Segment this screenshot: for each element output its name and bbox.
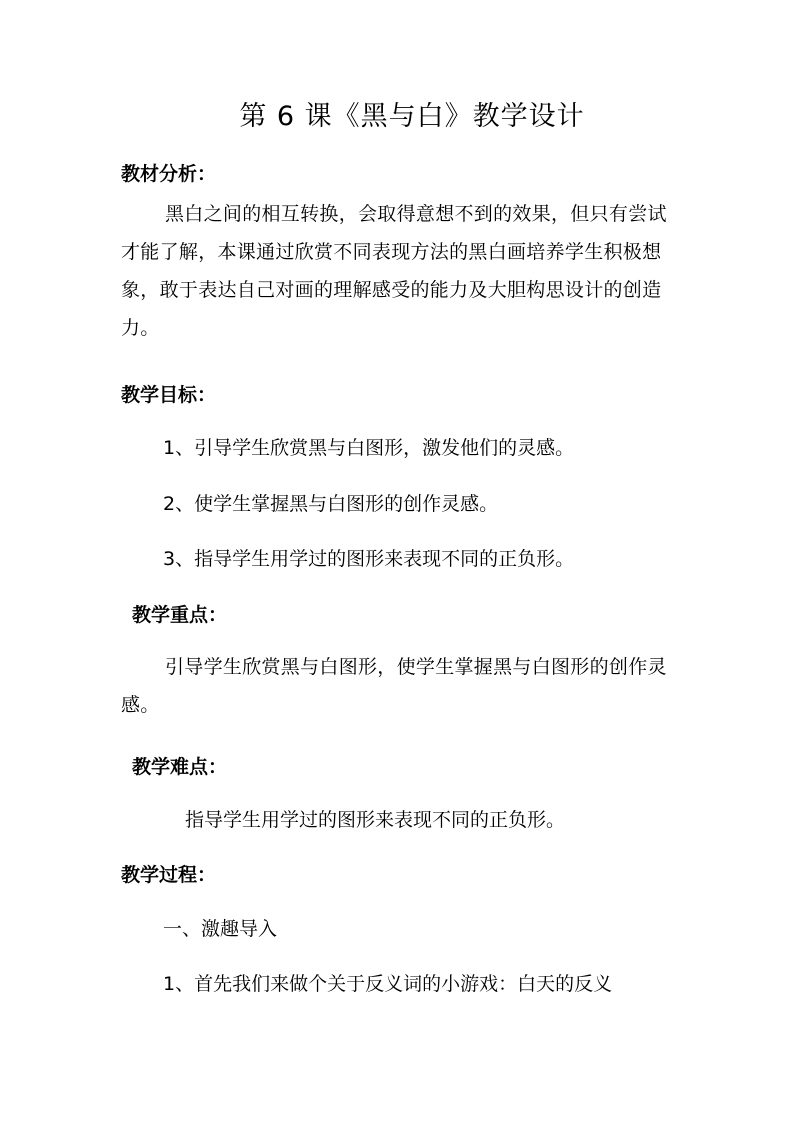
goal-item-2: 2、使学生掌握黑与白图形的创作灵感。 — [163, 493, 499, 515]
page-title: 第 6 课《黑与白》教学设计 — [239, 101, 585, 132]
difficulties-text: 指导学生用学过的图形来表现不同的正负形。 — [185, 809, 566, 831]
goal-item-3: 3、指导学生用学过的图形来表现不同的正负形。 — [163, 548, 575, 570]
process-step-1: 一、激趣导入 — [163, 918, 278, 940]
heading-process: 教学过程： — [121, 864, 217, 886]
heading-key-points: 教学重点： — [132, 604, 228, 626]
heading-analysis: 教材分析： — [121, 163, 217, 185]
process-item-1: 1、首先我们来做个关于反义词的小游戏：白天的反义 — [163, 973, 613, 995]
goal-item-1: 1、引导学生欣赏黑与白图形，激发他们的灵感。 — [163, 437, 575, 459]
key-points-paragraph: 引导学生欣赏黑与白图形，使学生掌握黑与白图形的创作灵感。 — [121, 656, 667, 716]
analysis-paragraph: 黑白之间的相互转换，会取得意想不到的效果，但只有尝试才能了解，本课通过欣赏不同表现方法的黑白画培养学生积极想象，敢于表达自己对画的理解感受的能力及大胆构思设计的创造力。 — [121, 203, 667, 339]
heading-goals: 教学目标： — [121, 384, 217, 406]
heading-difficulties: 教学难点： — [132, 756, 228, 778]
